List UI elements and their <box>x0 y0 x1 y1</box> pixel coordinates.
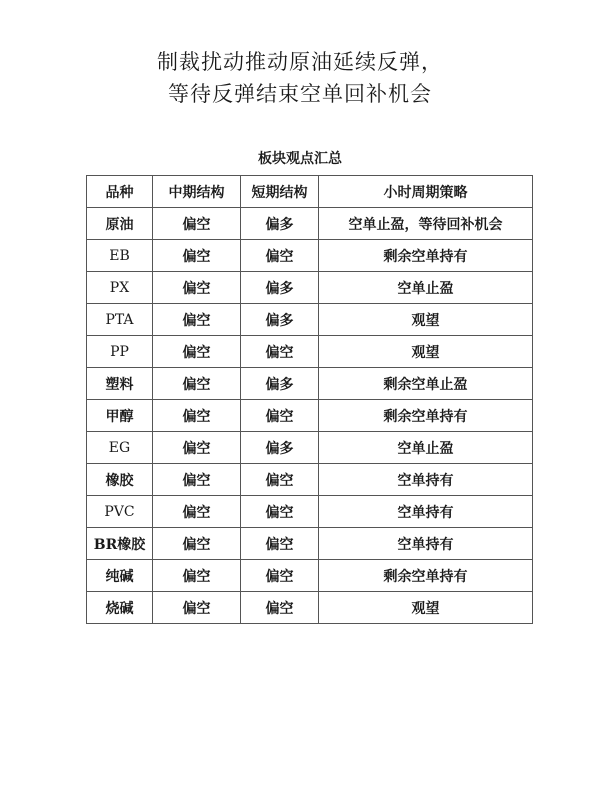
cell-variety: 原油 <box>87 208 153 240</box>
cell-short-term: 偏空 <box>241 592 319 624</box>
cell-strategy: 空单持有 <box>319 496 533 528</box>
cell-short-term: 偏空 <box>241 400 319 432</box>
cell-variety: 甲醇 <box>87 400 153 432</box>
cell-short-term: 偏多 <box>241 272 319 304</box>
cell-variety: 塑料 <box>87 368 153 400</box>
table-row <box>87 240 533 272</box>
cell-medium-term: 偏空 <box>153 528 241 560</box>
cell-strategy: 空单持有 <box>319 528 533 560</box>
cell-strategy: 观望 <box>319 304 533 336</box>
cell-medium-term: 偏空 <box>153 496 241 528</box>
cell-strategy: 空单止盈 <box>319 272 533 304</box>
cell-strategy: 剩余空单持有 <box>319 400 533 432</box>
table-header <box>87 176 533 208</box>
table-row <box>87 464 533 496</box>
cell-variety: PTA <box>87 304 153 336</box>
cell-medium-term: 偏空 <box>153 560 241 592</box>
cell-variety: PX <box>87 272 153 304</box>
headline <box>0 46 600 110</box>
table-header-row <box>87 176 533 208</box>
cell-variety: 纯碱 <box>87 560 153 592</box>
cell-medium-term: 偏空 <box>153 432 241 464</box>
cell-short-term: 偏空 <box>241 336 319 368</box>
table-row <box>87 272 533 304</box>
cell-variety: 烧碱 <box>87 592 153 624</box>
cell-short-term: 偏空 <box>241 528 319 560</box>
headline-line-1: 制裁扰动推动原油延续反弹， <box>157 50 443 74</box>
table-row <box>87 432 533 464</box>
table-row <box>87 336 533 368</box>
cell-variety: PP <box>87 336 153 368</box>
sector-view-table <box>86 175 533 624</box>
cell-short-term: 偏多 <box>241 304 319 336</box>
cell-strategy: 观望 <box>319 592 533 624</box>
cell-strategy: 剩余空单持有 <box>319 560 533 592</box>
cell-medium-term: 偏空 <box>153 304 241 336</box>
table-row <box>87 496 533 528</box>
cell-variety: EB <box>87 240 153 272</box>
cell-variety: 橡胶 <box>87 464 153 496</box>
table-title: 板块观点汇总 <box>258 151 342 167</box>
table-row <box>87 400 533 432</box>
header-medium-term: 中期结构 <box>153 176 241 208</box>
cell-short-term: 偏多 <box>241 208 319 240</box>
cell-short-term: 偏空 <box>241 496 319 528</box>
table-row <box>87 304 533 336</box>
cell-medium-term: 偏空 <box>153 400 241 432</box>
cell-variety: BR橡胶 <box>87 528 153 560</box>
table-row <box>87 368 533 400</box>
table-row <box>87 592 533 624</box>
cell-short-term: 偏多 <box>241 432 319 464</box>
cell-strategy: 空单持有 <box>319 464 533 496</box>
table-row <box>87 560 533 592</box>
cell-short-term: 偏空 <box>241 240 319 272</box>
cell-strategy: 空单止盈 <box>319 432 533 464</box>
cell-strategy: 剩余空单持有 <box>319 240 533 272</box>
header-hourly-strategy: 小时周期策略 <box>319 176 533 208</box>
cell-medium-term: 偏空 <box>153 368 241 400</box>
cell-short-term: 偏多 <box>241 368 319 400</box>
cell-medium-term: 偏空 <box>153 240 241 272</box>
cell-medium-term: 偏空 <box>153 208 241 240</box>
table-row <box>87 208 533 240</box>
headline-line-2: 等待反弹结束空单回补机会 <box>168 82 432 106</box>
cell-strategy: 观望 <box>319 336 533 368</box>
table-row <box>87 528 533 560</box>
cell-strategy: 空单止盈，等待回补机会 <box>319 208 533 240</box>
cell-variety: EG <box>87 432 153 464</box>
cell-medium-term: 偏空 <box>153 272 241 304</box>
cell-strategy: 剩余空单止盈 <box>319 368 533 400</box>
cell-variety: PVC <box>87 496 153 528</box>
cell-medium-term: 偏空 <box>153 464 241 496</box>
cell-medium-term: 偏空 <box>153 336 241 368</box>
cell-short-term: 偏空 <box>241 560 319 592</box>
cell-short-term: 偏空 <box>241 464 319 496</box>
cell-medium-term: 偏空 <box>153 592 241 624</box>
header-short-term: 短期结构 <box>241 176 319 208</box>
header-variety: 品种 <box>87 176 153 208</box>
table-body <box>87 208 533 624</box>
